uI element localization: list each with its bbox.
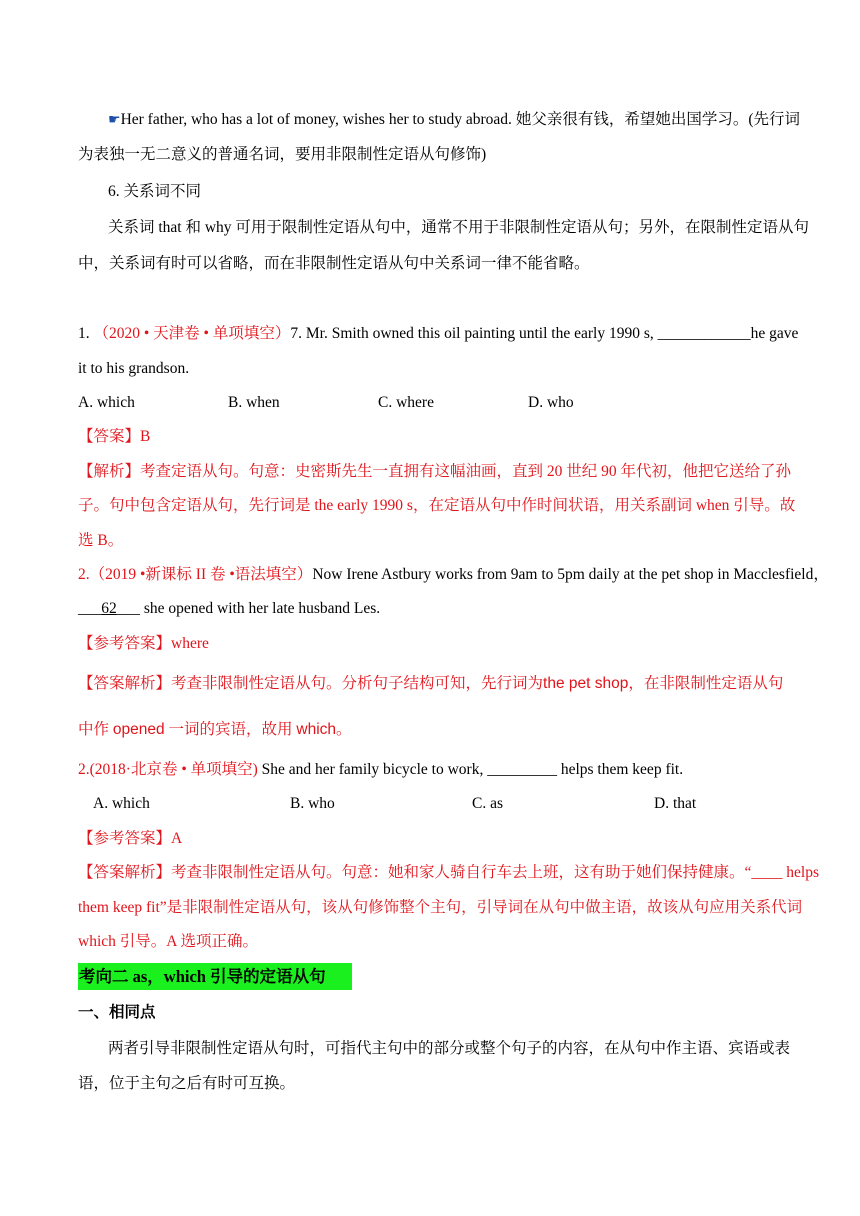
section-paragraph-2: 语，位于主句之后有时可互换。 (78, 1075, 296, 1092)
q1-stem-a: 7. Mr. Smith owned this oil painting until the early 1990 s, (290, 325, 658, 342)
q2-source: 2.（2019 •新课标 II 卷 •语法填空） (78, 566, 313, 583)
q2-stem-line2 (78, 599, 380, 619)
example-sentence: Her father, who has a lot of money, wishes her to study abroad. (120, 111, 512, 128)
q3-option-c: C. as (472, 795, 503, 812)
example-translation: 她父亲很有钱，希望她出国学习。(先行词 (511, 111, 800, 128)
q1-explanation-3: 选 B。 (78, 532, 124, 549)
q2-blank-pre: ___ (78, 600, 102, 617)
q1-option-a: A. which (78, 394, 135, 411)
q3-option-b: B. who (290, 795, 335, 812)
point6-title: 6. 关系词不同 (108, 183, 202, 200)
q3-explanation-2: them keep fit”是非限制性定语从句，该从句修饰整个主句，引导词在从句中做主语，故该从句应用关系代词 (78, 899, 803, 916)
q2-exp2-e: 。 (336, 721, 352, 738)
q2-blank-post: ___ (116, 600, 140, 617)
q1-stem-b: he gave (750, 325, 799, 342)
q2-explanation-1 (78, 674, 783, 694)
q2-exp2-d: which (296, 721, 337, 738)
q3-option-d: D. that (654, 795, 697, 812)
q3-source: 2.(2018·北京卷 • 单项填空) (78, 761, 258, 778)
q3-answer: 【参考答案】A (78, 830, 183, 847)
point6-line1: 关系词 that 和 why 可用于限制性定语从句中，通常不用于非限制性定语从句；另外，在限制性定语从句 (108, 219, 809, 236)
section-heading: 考向二 as，which 引导的定语从句 (78, 963, 352, 990)
q1-number: 1. (78, 325, 94, 342)
q1-explanation-2: 子。句中包含定语从句，先行词是 the early 1990 s，在定语从句中作时间状语，用关系副词 when 引导。故 (78, 497, 796, 514)
q2-answer: 【参考答案】where (78, 635, 209, 652)
q1-stem (78, 324, 798, 344)
q2-exp-a: 【答案解析】考查非限制性定语从句。分析句子结构可知，先行词为 (78, 675, 544, 692)
q3-blank: _________ (487, 761, 557, 778)
q2-exp2-a: 中作 (78, 721, 113, 738)
q2-blank-number: 62 (101, 600, 117, 617)
subsection-title: 一、相同点 (78, 1004, 156, 1021)
q2-explanation-2 (78, 720, 352, 740)
q3-explanation-1: 【答案解析】考查非限制性定语从句。句意：她和家人骑自行车去上班，这有助于她们保持健康。“____ helps (78, 864, 819, 881)
q2-exp-b: the pet shop (543, 675, 629, 692)
example-line (108, 110, 800, 130)
q3-stem-a: She and her family bicycle to work, (257, 761, 488, 778)
q1-source: （2020 • 天津卷 • 单项填空） (93, 325, 291, 342)
q3-stem-b: helps them keep fit. (556, 761, 684, 778)
q1-option-d: D. who (528, 394, 574, 411)
section-paragraph-1: 两者引导非限制性定语从句时，可指代主句中的部分或整个句子的内容，在从句中作主语、宾语或表 (108, 1040, 791, 1057)
q2-stem (78, 565, 829, 585)
q1-option-b: B. when (228, 394, 280, 411)
q2-exp2-c: 一词的宾语，故用 (164, 721, 297, 738)
q2-stem-line2-text: she opened with her late husband Les. (140, 600, 381, 617)
q1-blank: ____________ (657, 325, 751, 342)
q1-explanation-1: 【解析】考查定语从句。句意：史密斯先生一直拥有这幅油画，直到 20 世纪 90 年代初，他把它送给了孙 (78, 463, 792, 480)
q2-stem-text: Now Irene Astbury works from 9am to 5pm daily at the pet shop in Macclesfield， (312, 566, 829, 583)
q1-option-c: C. where (378, 394, 434, 411)
q1-answer: 【答案】B (78, 428, 151, 445)
example-note: 为表独一无二意义的普通名词，要用非限制性定语从句修饰) (78, 146, 487, 163)
pointing-hand-icon: ☛ (108, 112, 121, 128)
point6-line2: 中，关系词有时可以省略，而在非限制性定语从句中关系词一律不能省略。 (78, 255, 590, 272)
q3-stem (78, 760, 683, 780)
q2-exp-c: ，在非限制性定语从句 (628, 675, 784, 692)
q3-explanation-3: which 引导。A 选项正确。 (78, 933, 258, 950)
q3-option-a: A. which (93, 795, 150, 812)
q2-exp2-b: opened (112, 721, 165, 738)
q1-stem-line2: it to his grandson. (78, 360, 190, 377)
